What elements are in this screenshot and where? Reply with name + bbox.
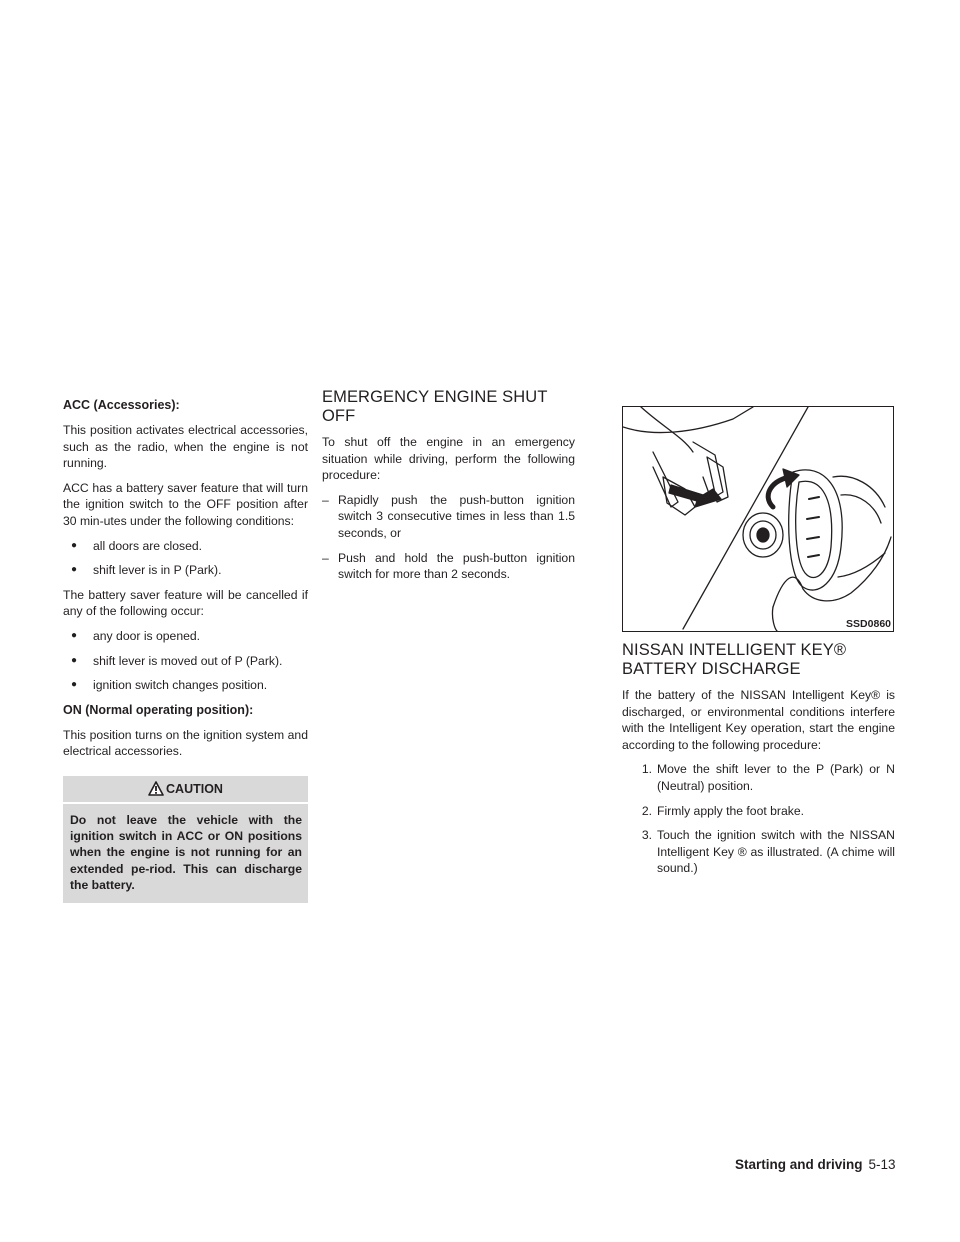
caution-header xyxy=(63,776,308,804)
step-text: Move the shift lever to the P (Park) or N (Neutral) position. xyxy=(657,762,895,793)
list-item xyxy=(622,827,895,877)
section-title: Starting and driving xyxy=(735,1157,863,1172)
figure-label: SSD0860 xyxy=(846,618,891,630)
cancel-conditions xyxy=(63,628,308,694)
emergency-shutoff-heading: EMERGENCY ENGINE SHUT OFF xyxy=(322,388,548,425)
on-paragraph: This position turns on the ignition system and electrical accessories. xyxy=(63,727,308,759)
heading-line-2: BATTERY DISCHARGE xyxy=(622,660,801,678)
caution-text: Do not leave the vehicle with the ignition switch in ACC or ON positions when the engine is not running for an extended pe-riod. This can discharge the battery. xyxy=(70,812,302,892)
list-item xyxy=(622,761,895,794)
intelligent-key-intro: If the battery of the NISSAN Intelligent Key® is discharged, or environmental conditions interfere with the Intelligent Key operation, start the engine according to the following procedure: xyxy=(622,688,895,752)
heading-line-1: NISSAN INTELLIGENT KEY® xyxy=(622,641,847,659)
acc-paragraph-2: ACC has a battery saver feature that will turn the ignition switch to the OFF position after 30 min-utes under the following conditions: xyxy=(63,480,308,528)
step-number: 3. xyxy=(641,828,652,843)
column-right xyxy=(622,641,895,885)
list-item: – Push and hold the push-button ignition switch for more than 2 seconds. xyxy=(322,550,575,583)
battery-saver-conditions xyxy=(63,538,308,579)
list-item: ● shift lever is moved out of P (Park). xyxy=(71,653,308,670)
step-number: 1. xyxy=(641,762,652,777)
cancel-paragraph: The battery saver feature will be cancelled if any of the following occur: xyxy=(63,587,308,619)
caution-box xyxy=(63,776,308,903)
list-item: ● ignition switch changes position. xyxy=(71,677,308,694)
list-item: ● any door is opened. xyxy=(71,628,308,645)
step-text: Touch the ignition switch with the NISSAN Intelligent Key ® as illustrated. (A chime will sound.) xyxy=(657,828,895,876)
page-number: 5-13 xyxy=(868,1157,896,1172)
list-item: ● shift lever is in P (Park). xyxy=(71,562,308,579)
emergency-intro: To shut off the engine in an emergency situation while driving, perform the following procedure: xyxy=(322,435,575,483)
intelligent-key-heading xyxy=(622,641,895,679)
list-item: – Rapidly push the push-button ignition switch 3 consecutive times in less than 1.5 seconds, or xyxy=(322,492,575,542)
column-middle xyxy=(322,388,575,591)
acc-paragraph-1: This position activates electrical accessories, such as the radio, when the engine is not running. xyxy=(63,423,308,471)
step-text: Firmly apply the foot brake. xyxy=(657,803,804,818)
warning-icon xyxy=(148,781,164,796)
caution-title: CAUTION xyxy=(166,781,223,796)
list-item: ● all doors are closed. xyxy=(71,538,308,555)
emergency-procedure-list xyxy=(322,492,575,583)
ignition-key-illustration xyxy=(622,406,894,632)
acc-heading: ACC (Accessories): xyxy=(63,398,180,412)
illustration-drawing xyxy=(623,407,893,631)
list-item xyxy=(622,803,895,820)
page-footer xyxy=(735,1157,896,1172)
on-heading: ON (Normal operating position): xyxy=(63,702,254,717)
step-number: 2. xyxy=(641,803,652,818)
intelligent-key-steps xyxy=(622,761,895,877)
column-left xyxy=(63,397,308,903)
